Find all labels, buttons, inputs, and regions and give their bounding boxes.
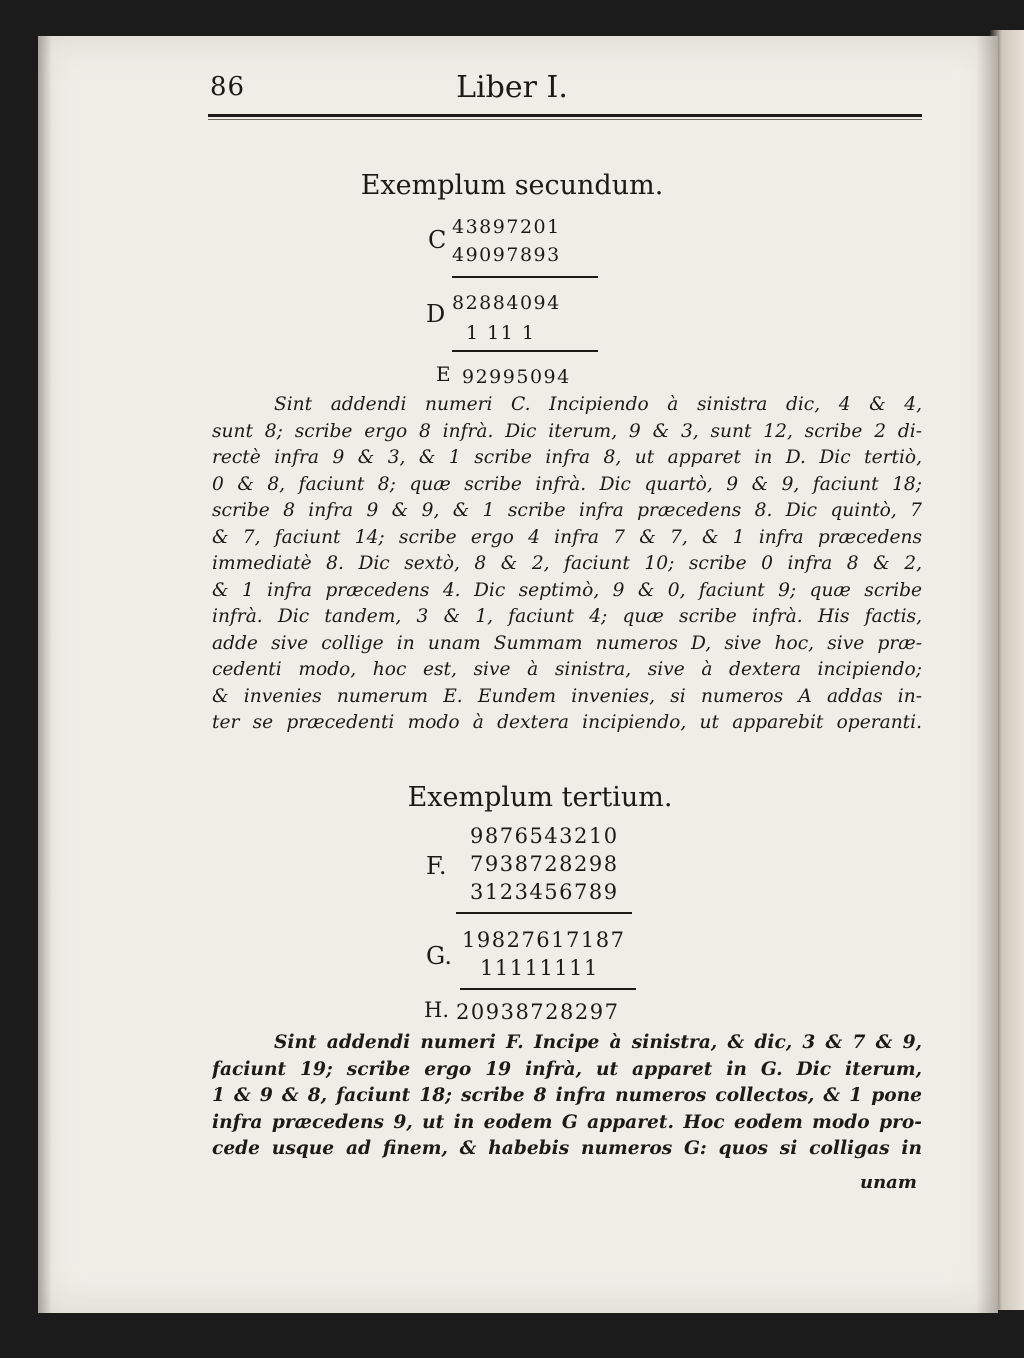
row-e: 92995094 [462,366,571,388]
paragraph-1-line: Sint addendi numeri C. Incipiendo à sinistra dic, 4 & 4, [274,394,922,415]
paragraph-1-line: infrà. Dic tandem, 3 & 1, faciunt 4; quæ scribe infrà. His factis, [212,606,922,627]
example-3-title: Exemplum tertium. [407,782,673,813]
paragraph-2-line: 1 & 9 & 8, faciunt 18; scribe 8 infra numeros collectos, & 1 pone [212,1085,922,1106]
label-g: G. [426,942,452,970]
sum-rule-c [452,276,598,278]
paragraph-2-line: infra præcedens 9, ut in eodem G apparet. Hoc eodem modo pro- [212,1111,922,1133]
label-h: H. [424,998,449,1022]
label-f: F. [426,852,447,880]
row-c-2: 49097893 [452,244,561,266]
header-rule [208,114,922,117]
row-h: 20938728297 [456,1000,620,1024]
header-rule-thin [208,119,922,120]
sum-rule-f [456,912,632,914]
row-f-2: 7938728298 [470,852,619,876]
label-d: D [426,300,446,328]
sum-rule-g [460,988,636,990]
row-g-1: 19827617187 [462,928,626,952]
paragraph-1-line: ter se præcedenti modo à dextera incipiendo, ut apparebit operanti. [212,712,922,733]
paragraph-1-line: & invenies numerum E. Eundem invenies, si numeros A addas in- [212,685,922,707]
paragraph-1 [212,392,922,737]
page-number: 86 [210,72,246,102]
catchword: unam [860,1172,917,1193]
paragraph-2-line: cede usque ad finem, & habebis numeros G: quos si colligas in [212,1138,922,1159]
paragraph-2 [212,1030,922,1163]
paragraph-1-line: & 1 infra præcedens 4. Dic septimò, 9 & 0, faciunt 9; quæ scribe [212,579,922,601]
row-c-1: 43897201 [452,216,561,238]
paragraph-2-line: Sint addendi numeri F. Incipe à sinistra, & dic, 3 & 7 & 9, [274,1032,922,1053]
paragraph-2-line: faciunt 19; scribe ergo 19 infrà, ut apparet in G. Dic iterum, [212,1058,922,1080]
sum-rule-d [452,350,598,352]
paragraph-1-line: scribe 8 infra 9 & 9, & 1 scribe infra præcedens 8. Dic quintò, 7 [212,500,922,521]
paragraph-1-line: adde sive collige in unam Summam numeros D, sive hoc, sive præ- [212,632,922,654]
paragraph-1-line: rectè infra 9 & 3, & 1 scribe infra 8, ut apparet in D. Dic tertiò, [212,447,922,468]
example-2-title: Exemplum secundum. [360,170,664,201]
paragraph-1-line: immediatè 8. Dic sextò, 8 & 2, faciunt 10; scribe 0 infra 8 & 2, [212,553,922,574]
row-f-1: 9876543210 [470,824,619,848]
running-head: Liber I. [456,70,568,105]
label-e: E [436,362,451,386]
paragraph-1-line: & 7, faciunt 14; scribe ergo 4 infra 7 & 7, & 1 infra præcedens [212,526,922,548]
row-g-2: 11111111 [480,956,599,980]
label-c: C [428,226,447,254]
row-d-2: 1 11 1 [466,322,536,344]
row-f-3: 3123456789 [470,880,619,904]
paragraph-1-line: 0 & 8, faciunt 8; quæ scribe infrà. Dic quartò, 9 & 9, faciunt 18; [212,473,922,495]
paragraph-1-line: cedenti modo, hoc est, sive à sinistra, sive à dextera incipiendo; [212,659,922,680]
row-d-1: 82884094 [452,292,561,314]
paragraph-1-line: sunt 8; scribe ergo 8 infrà. Dic iterum, 9 & 3, sunt 12, scribe 2 di- [212,420,922,442]
